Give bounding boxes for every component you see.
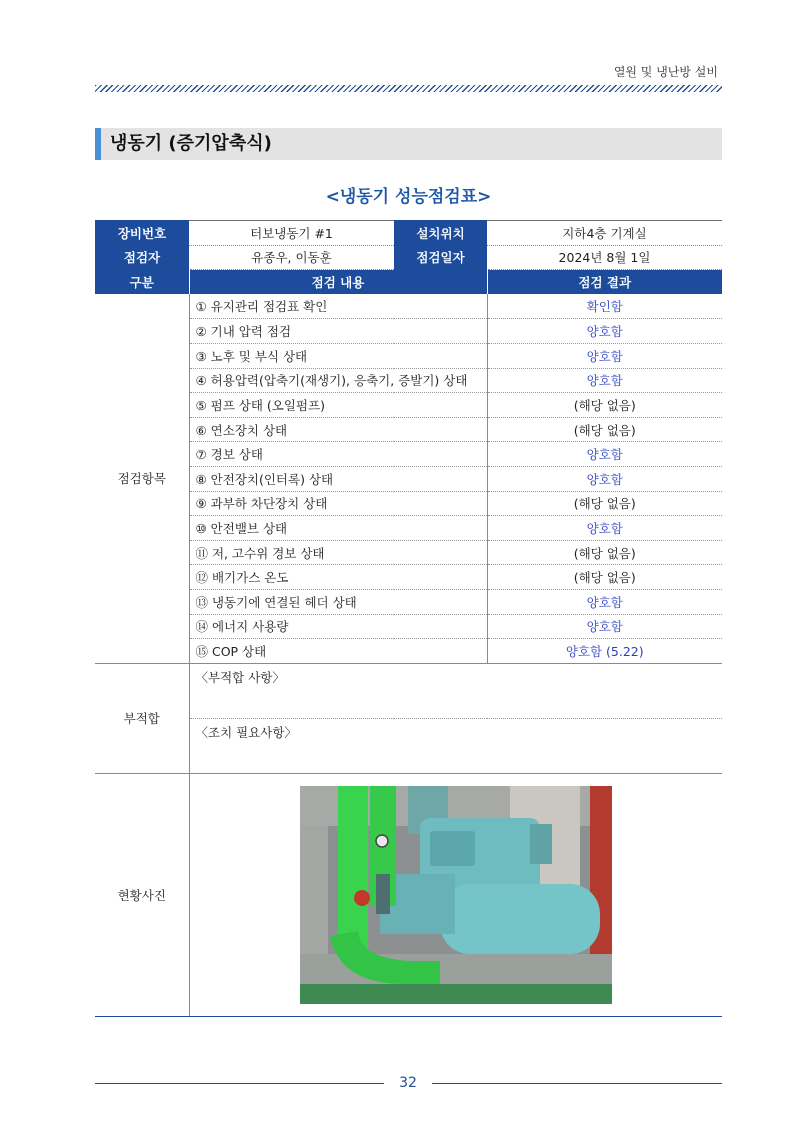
footer-rule-right bbox=[432, 1083, 722, 1084]
inspection-item-content: ⑤ 펌프 상태 (오일펌프) bbox=[189, 393, 487, 418]
inspection-item-content: ⑫ 배기가스 온도 bbox=[189, 565, 487, 590]
footer-rule-left bbox=[95, 1083, 384, 1084]
inspection-item-result: 양호함 bbox=[487, 466, 722, 491]
inspection-row bbox=[95, 491, 722, 516]
inspection-row bbox=[95, 319, 722, 344]
inspection-row bbox=[95, 516, 722, 541]
photo-cell bbox=[189, 773, 722, 1016]
location-value: 지하4층 기계실 bbox=[487, 221, 722, 246]
chiller-photo bbox=[300, 786, 612, 1004]
date-value: 2024년 8월 1일 bbox=[487, 245, 722, 270]
inspection-item-result: (해당 없음) bbox=[487, 417, 722, 442]
location-label: 설치위치 bbox=[394, 221, 487, 246]
inspection-items bbox=[95, 294, 722, 663]
inspection-item-result: 양호함 bbox=[487, 368, 722, 393]
section-title: 냉동기 (증기압축식) bbox=[95, 128, 722, 160]
inspection-row bbox=[95, 639, 722, 664]
header-hatch-divider bbox=[95, 85, 722, 92]
inspector-value: 유종우, 이동훈 bbox=[189, 245, 394, 270]
inspection-item-content: ⑧ 안전장치(인터록) 상태 bbox=[189, 466, 487, 491]
column-header-content: 점검 내용 bbox=[189, 270, 487, 295]
inspection-item-content: ③ 노후 및 부식 상태 bbox=[189, 343, 487, 368]
inspection-row bbox=[95, 294, 722, 319]
inspection-item-result: 양호함 (5.22) bbox=[487, 639, 722, 664]
inspection-item-content: ① 유지관리 점검표 확인 bbox=[189, 294, 487, 319]
items-category: 점검항목 bbox=[95, 294, 189, 663]
inspection-item-result: (해당 없음) bbox=[487, 565, 722, 590]
inspection-row bbox=[95, 368, 722, 393]
inspection-item-result: 양호함 bbox=[487, 614, 722, 639]
inspection-item-result: (해당 없음) bbox=[487, 540, 722, 565]
inspection-item-result: 양호함 bbox=[487, 589, 722, 614]
inspection-table bbox=[95, 220, 722, 1017]
form-title: <냉동기 성능점검표> bbox=[325, 187, 492, 207]
inspection-row bbox=[95, 343, 722, 368]
inspection-item-content: ② 기내 압력 점검 bbox=[189, 319, 487, 344]
inspection-item-result: 확인함 bbox=[487, 294, 722, 319]
photo-category: 현황사진 bbox=[95, 773, 189, 1016]
column-header-category: 구분 bbox=[95, 270, 189, 295]
inspection-row bbox=[95, 589, 722, 614]
equip-no-label: 장비번호 bbox=[95, 221, 189, 246]
nonconformity-category: 부적합 bbox=[95, 663, 189, 773]
inspection-row bbox=[95, 417, 722, 442]
inspection-item-content: ⑪ 저, 고수위 경보 상태 bbox=[189, 540, 487, 565]
inspection-item-result: 양호함 bbox=[487, 442, 722, 467]
inspection-item-content: ⑦ 경보 상태 bbox=[189, 442, 487, 467]
inspection-item-result: 양호함 bbox=[487, 516, 722, 541]
inspection-row bbox=[95, 565, 722, 590]
inspection-item-result: 양호함 bbox=[487, 319, 722, 344]
inspection-item-content: ⑭ 에너지 사용량 bbox=[189, 614, 487, 639]
inspector-label: 점검자 bbox=[95, 245, 189, 270]
date-label: 점검일자 bbox=[394, 245, 487, 270]
inspection-row bbox=[95, 442, 722, 467]
running-header: 열원 및 냉난방 설비 bbox=[613, 65, 718, 79]
column-header-result: 점검 결과 bbox=[487, 270, 722, 295]
inspection-item-result: (해당 없음) bbox=[487, 393, 722, 418]
inspection-row bbox=[95, 614, 722, 639]
inspection-row bbox=[95, 540, 722, 565]
inspection-item-result: (해당 없음) bbox=[487, 491, 722, 516]
action-required-note: 〈조치 필요사항〉 bbox=[189, 718, 722, 773]
inspection-item-result: 양호함 bbox=[487, 343, 722, 368]
nonconformity-note: 〈부적합 사항〉 bbox=[189, 663, 722, 718]
inspection-item-content: ⑨ 과부하 차단장치 상태 bbox=[189, 491, 487, 516]
inspection-item-content: ⑩ 안전밸브 상태 bbox=[189, 516, 487, 541]
inspection-row bbox=[95, 393, 722, 418]
inspection-item-content: ⑮ COP 상태 bbox=[189, 639, 487, 664]
page-number: 32 bbox=[399, 1075, 417, 1091]
equip-no-value: 터보냉동기 #1 bbox=[189, 221, 394, 246]
inspection-item-content: ⑬ 냉동기에 연결된 헤더 상태 bbox=[189, 589, 487, 614]
inspection-row bbox=[95, 466, 722, 491]
inspection-item-content: ⑥ 연소장치 상태 bbox=[189, 417, 487, 442]
inspection-item-content: ④ 허용압력(압축기(재생기), 응축기, 증발기) 상태 bbox=[189, 368, 487, 393]
